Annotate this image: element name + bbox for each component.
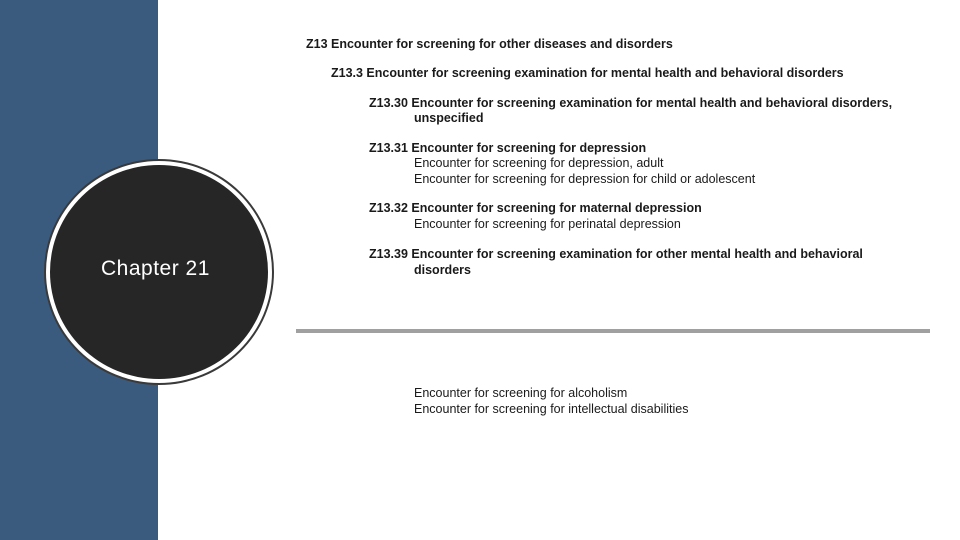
code-z13-3: Z13.3 Encounter for screening examination for mental health and behavioral disorders [331, 66, 844, 80]
screening-item: Encounter for screening for alcoholism [414, 386, 628, 400]
code-z13: Z13 Encounter for screening for other diseases and disorders [306, 37, 673, 51]
chapter-title: Chapter 21 [101, 257, 210, 280]
divider [296, 329, 930, 333]
code-z13-32: Z13.32 Encounter for screening for maternal depression [369, 201, 702, 215]
code-z13-31: Z13.31 Encounter for screening for depression [369, 141, 647, 155]
code-z13-31-inclusion: Encounter for screening for depression, adult [414, 156, 664, 170]
code-z13-30-continued: unspecified [414, 111, 484, 125]
code-z13-39: Z13.39 Encounter for screening examination for other mental health and behavioral [369, 247, 863, 261]
code-z13-32-inclusion: Encounter for screening for perinatal depression [414, 217, 681, 231]
code-z13-30: Z13.30 Encounter for screening examination for mental health and behavioral disorders, [369, 96, 893, 110]
code-z13-39-continued: disorders [414, 263, 471, 277]
code-z13-31-inclusion: Encounter for screening for depression for child or adolescent [414, 172, 756, 186]
screening-item: Encounter for screening for intellectual disabilities [414, 402, 689, 416]
